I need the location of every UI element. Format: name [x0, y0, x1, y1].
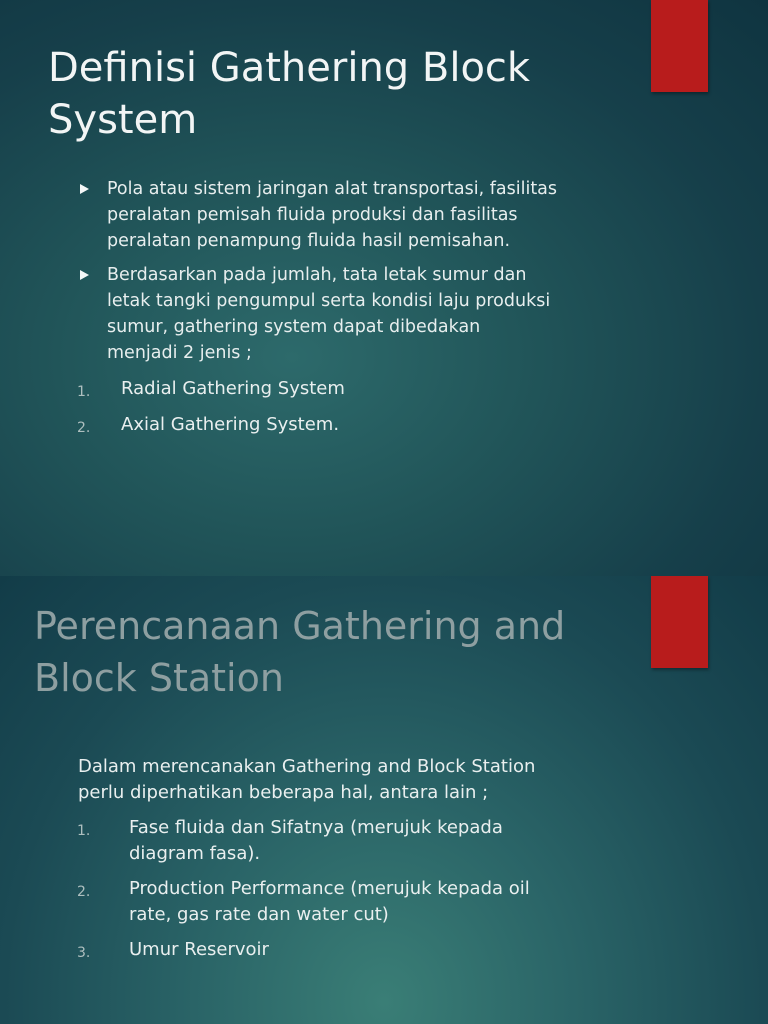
intro-paragraph — [78, 754, 658, 806]
numbered-list — [77, 376, 637, 448]
title-line: Block Station — [34, 656, 284, 700]
item-text: Radial Gathering System — [121, 378, 345, 399]
title-line: Perencanaan Gathering and — [34, 604, 566, 648]
list-item — [77, 376, 637, 402]
item-number: 3. — [77, 945, 91, 961]
intro-line: perlu diperhatikan beberapa hal, antara lain ; — [78, 782, 489, 803]
item-text: Axial Gathering System. — [121, 414, 340, 435]
numbered-list — [77, 815, 637, 972]
item-text: rate, gas rate dan water cut) — [129, 904, 389, 925]
bullet-item — [78, 262, 638, 366]
bullet-line: peralatan pemisah fluida produksi dan fasilitas — [107, 205, 518, 225]
list-item — [77, 815, 637, 867]
item-number: 2. — [77, 884, 91, 900]
slide-2 — [0, 576, 768, 1024]
bullet-line: peralatan penampung fluida hasil pemisahan. — [107, 231, 511, 251]
bullet-line: letak tangki pengumpul serta kondisi laju produksi — [107, 291, 551, 311]
bullet-line: Pola atau sistem jaringan alat transportasi, fasilitas — [107, 179, 558, 199]
bullet-line: sumur, gathering system dapat dibedakan — [107, 317, 481, 337]
list-item — [77, 876, 637, 928]
item-text: diagram fasa). — [129, 843, 261, 864]
bullet-line: Berdasarkan pada jumlah, tata letak sumur dan — [107, 265, 527, 285]
title-line: System — [48, 97, 198, 143]
bullet-list — [78, 176, 638, 374]
slide-title — [48, 42, 648, 146]
bullet-line: menjadi 2 jenis ; — [107, 343, 252, 363]
slide-title — [34, 600, 694, 704]
accent-bar — [651, 0, 708, 92]
title-line: Definisi Gathering Block — [48, 45, 531, 91]
item-number: 2. — [77, 420, 91, 436]
triangle-bullet-icon — [80, 184, 89, 194]
list-item — [77, 937, 637, 963]
item-number: 1. — [77, 384, 91, 400]
item-text: Fase fluida dan Sifatnya (merujuk kepada — [129, 817, 503, 838]
list-item — [77, 412, 637, 438]
item-text: Umur Reservoir — [129, 939, 269, 960]
item-text: Production Performance (merujuk kepada oil — [129, 878, 530, 899]
item-number: 1. — [77, 823, 91, 839]
triangle-bullet-icon — [80, 270, 89, 280]
bullet-item — [78, 176, 638, 254]
intro-line: Dalam merencanakan Gathering and Block Station — [78, 756, 536, 777]
